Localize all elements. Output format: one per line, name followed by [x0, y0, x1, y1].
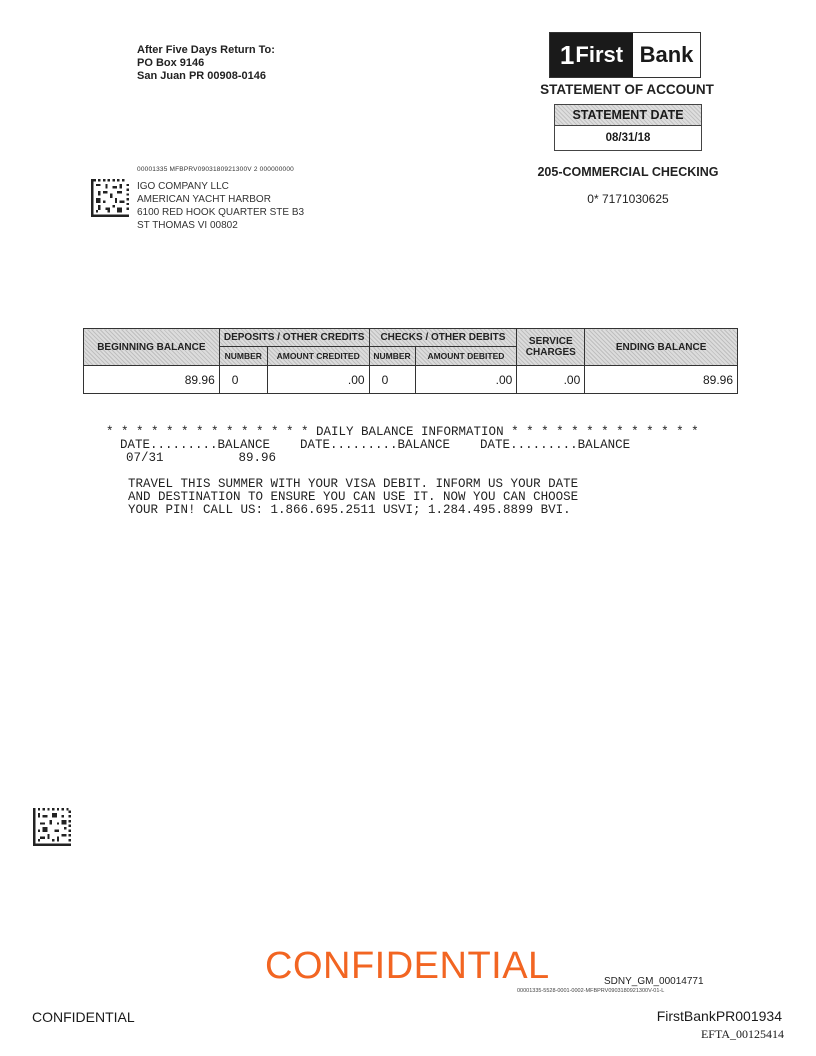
promo-message-line1: TRAVEL THIS SUMMER WITH YOUR VISA DEBIT. INFORM US YOUR DATE — [128, 477, 579, 491]
datamatrix-code-icon — [33, 808, 71, 846]
daily-balance-header: DATE.........BALANCE DATE.........BALANCE DATE.........BALANCE — [120, 438, 631, 452]
bank-logo-first: First — [575, 42, 624, 67]
mailing-address-line: ST THOMAS VI 00802 — [137, 220, 238, 231]
bank-logo-one: 1 — [559, 39, 574, 70]
datamatrix-code-icon — [91, 179, 129, 217]
account-type: 205-COMMERCIAL CHECKING — [537, 165, 719, 179]
service-charges-header: SERVICE CHARGES — [517, 329, 585, 366]
bank-logo — [549, 32, 701, 78]
footer-confidential: CONFIDENTIAL — [32, 1009, 135, 1025]
check-count-value: 0 — [369, 366, 415, 394]
statement-date-box — [554, 104, 702, 151]
deposit-number-header: NUMBER — [219, 347, 267, 366]
mailing-address-line: 6100 RED HOOK QUARTER STE B3 — [137, 207, 305, 218]
amount-debited-header: AMOUNT DEBITED — [415, 347, 517, 366]
amount-credited-header: AMOUNT CREDITED — [267, 347, 369, 366]
service-charges-value: .00 — [517, 366, 585, 394]
beginning-balance-value: 89.96 — [84, 366, 220, 394]
bank-logo-bank: Bank — [639, 42, 694, 67]
account-number: 0* 7171030625 — [587, 192, 669, 206]
footer-bates-number: FirstBankPR001934 — [656, 1008, 782, 1024]
statement-title: STATEMENT OF ACCOUNT — [540, 82, 714, 97]
return-address-line1: After Five Days Return To: — [137, 44, 275, 56]
confidential-stamp: CONFIDENTIAL — [265, 945, 550, 987]
statement-date-label: STATEMENT DATE — [555, 105, 701, 126]
promo-message-line2: AND DESTINATION TO ENSURE YOU CAN USE IT. NOW YOU CAN CHOOSE — [128, 490, 579, 504]
daily-balance-row: 07/31 89.96 — [126, 451, 277, 465]
sdny-bates-label: SDNY_GM_00014771 — [604, 976, 704, 987]
mailing-address-line: IGO COMPANY LLC — [137, 181, 229, 192]
mailing-address-line: AMERICAN YACHT HARBOR — [137, 194, 271, 205]
footer-efta-number: EFTA_00125414 — [700, 1027, 784, 1041]
checks-header: CHECKS / OTHER DEBITS — [369, 329, 517, 347]
ending-balance-value: 89.96 — [585, 366, 738, 394]
micro-reference-line: 00001335-5528-0001-0002-MFBPRV0903180921300V-01-L — [517, 988, 665, 994]
account-summary-table — [83, 328, 738, 394]
amount-credited-value: .00 — [267, 366, 369, 394]
deposit-count-value: 0 — [219, 366, 267, 394]
promo-message-line3: YOUR PIN! CALL US: 1.866.695.2511 USVI; 1.284.495.8899 BVI. — [128, 503, 571, 517]
return-address-line2: PO Box 9146 — [137, 57, 205, 69]
deposits-header: DEPOSITS / OTHER CREDITS — [219, 329, 369, 347]
mailing-address — [137, 180, 304, 232]
amount-debited-value: .00 — [415, 366, 517, 394]
ending-balance-header: ENDING BALANCE — [585, 329, 738, 366]
daily-balance-title: * * * * * * * * * * * * * * DAILY BALANCE INFORMATION * * * * * * * * * * * * * — [106, 425, 699, 439]
return-address — [137, 44, 275, 83]
statement-date-value: 08/31/18 — [605, 132, 651, 144]
beginning-balance-header: BEGINNING BALANCE — [84, 329, 220, 366]
mailing-barcode-text: 00001335 MFBPRV0903180921300V 2 000000000 — [137, 166, 294, 173]
check-number-header: NUMBER — [369, 347, 415, 366]
return-address-line3: San Juan PR 00908-0146 — [137, 70, 267, 82]
bank-logo-dark-panel — [550, 33, 633, 77]
